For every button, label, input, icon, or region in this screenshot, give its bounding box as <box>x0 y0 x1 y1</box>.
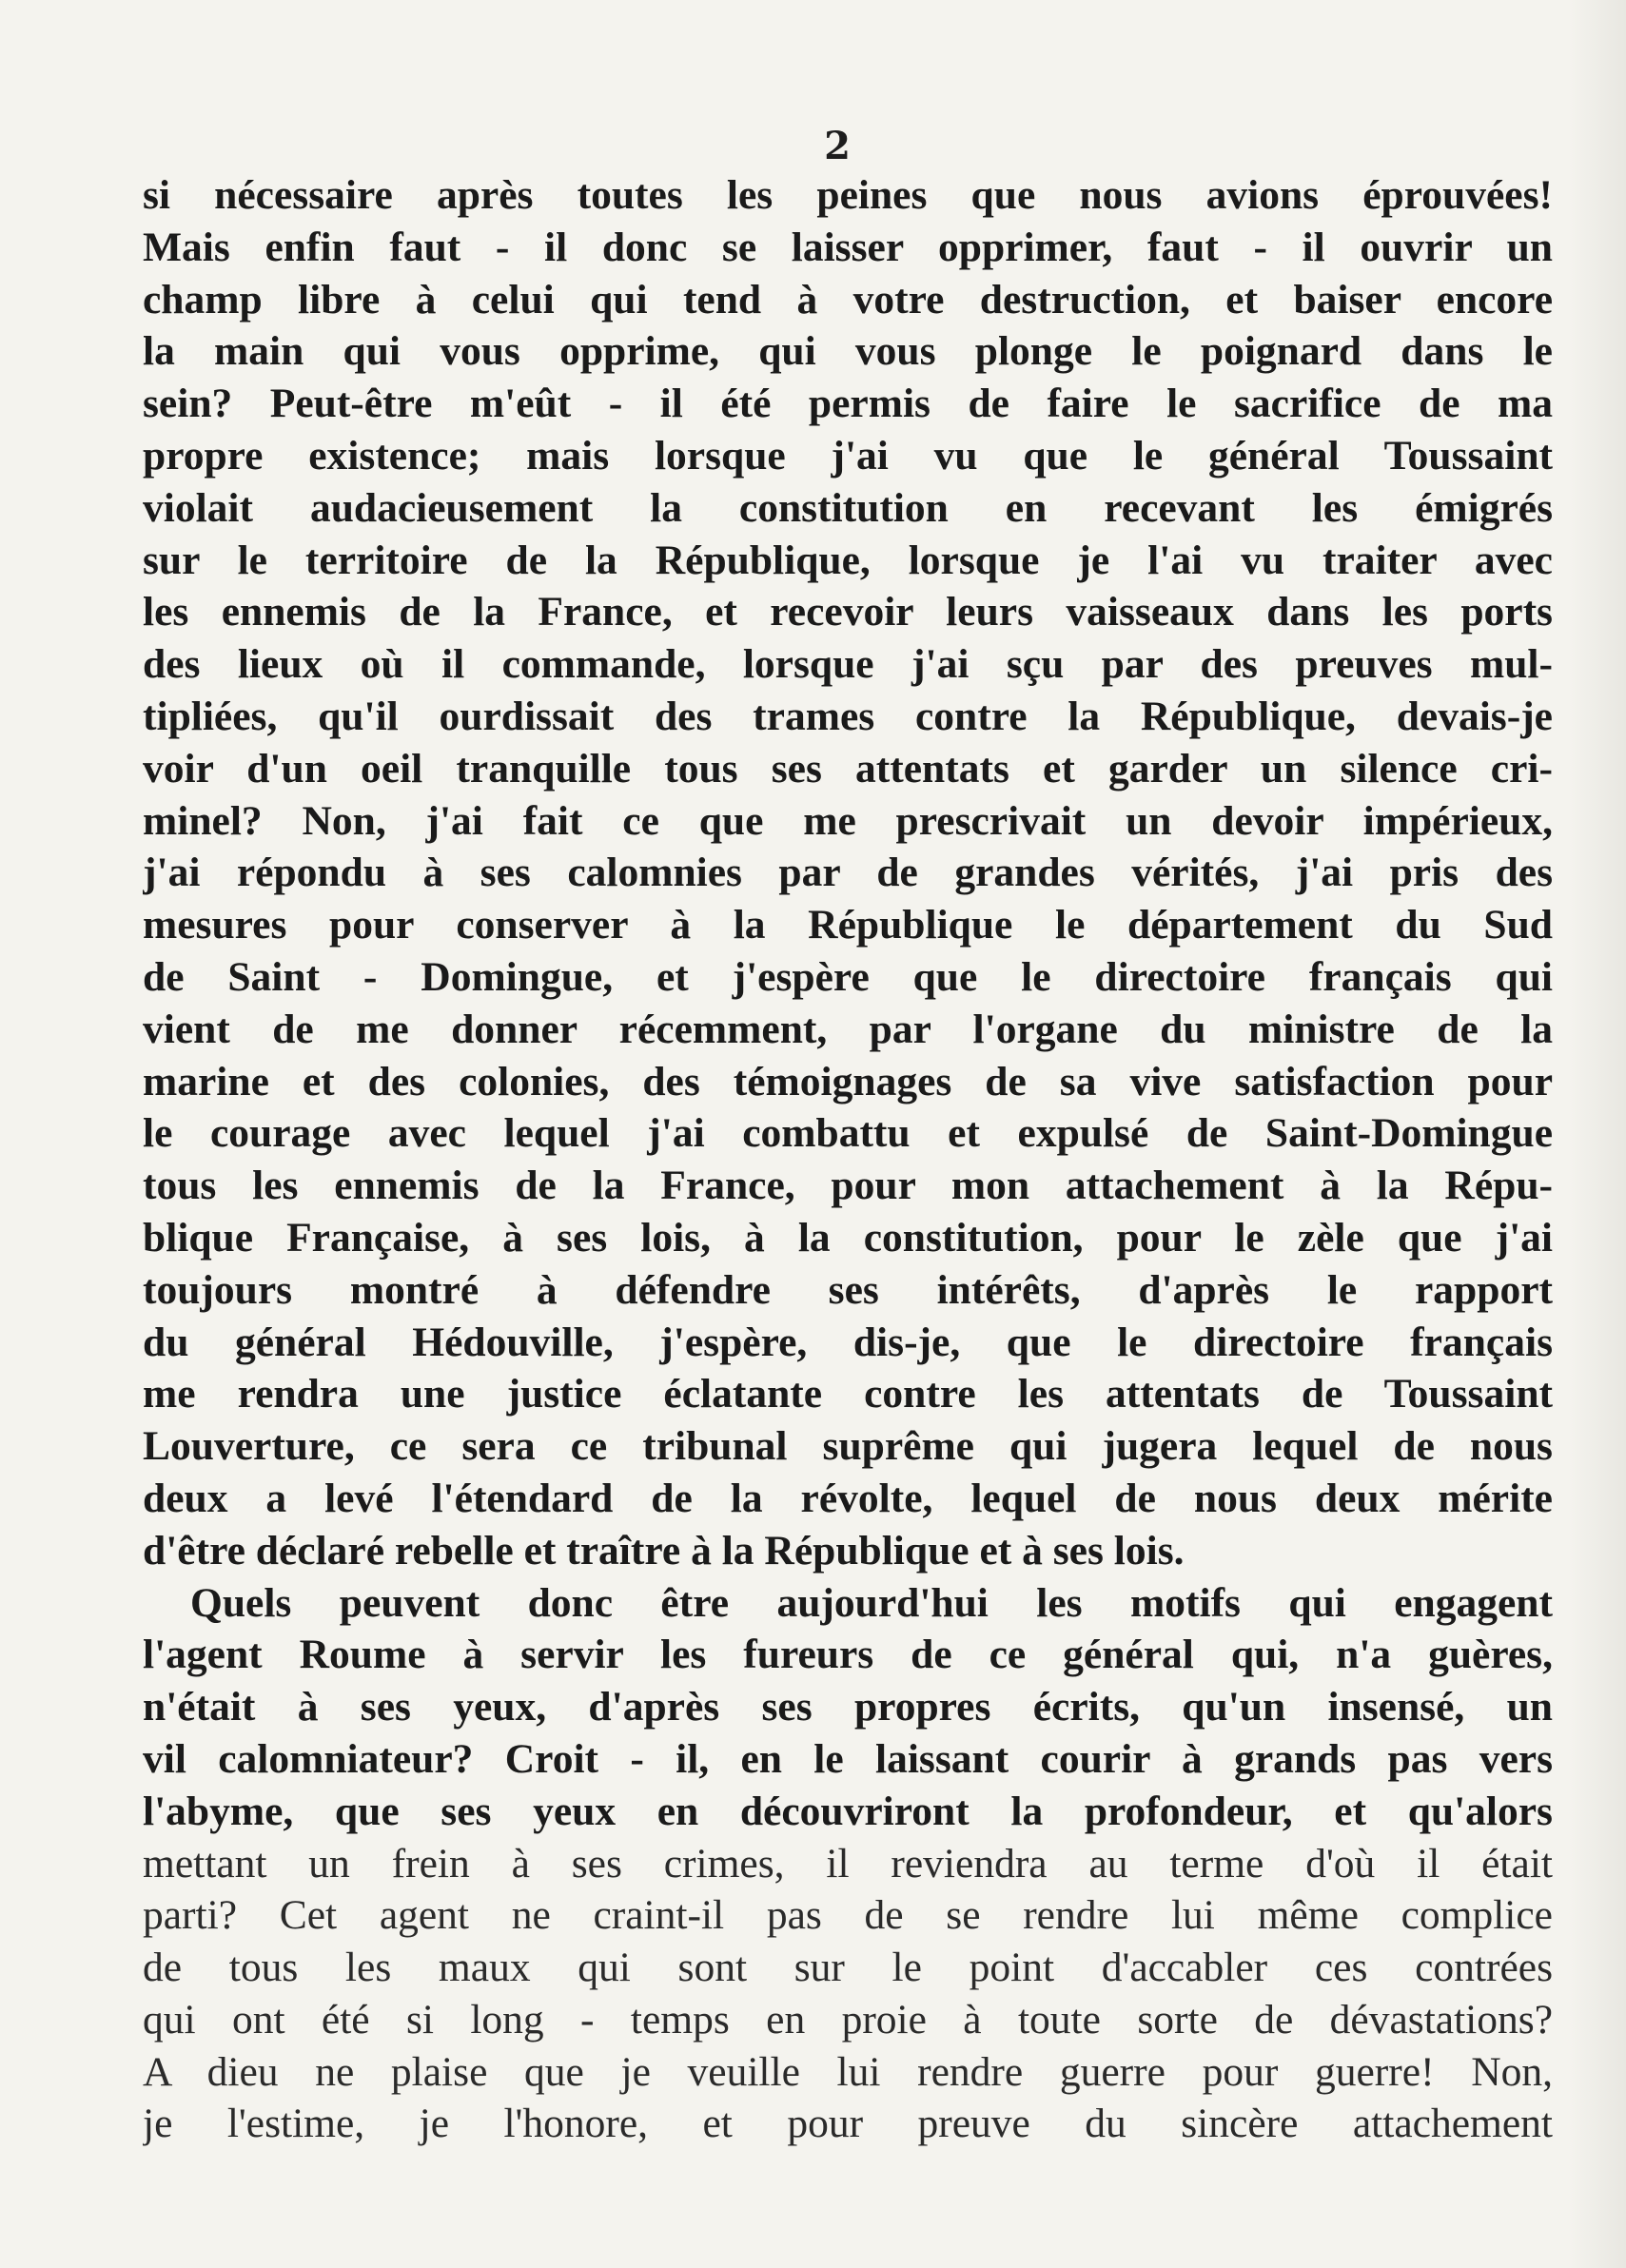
text-line: Louverture, ce sera ce tribunal suprême qui jugera lequel de nous <box>143 1423 1553 1470</box>
text-line: parti? Cet agent ne craint-il pas de se rendre lui même complice <box>143 1892 1553 1939</box>
text-line: marine et des colonies, des témoignages de sa vive satisfaction pour <box>143 1058 1553 1105</box>
text-line: les ennemis de la France, et recevoir leurs vaisseaux dans les ports <box>143 589 1553 635</box>
text-line: tous les ennemis de la France, pour mon attachement à la Répu- <box>143 1163 1553 1209</box>
text-line: la main qui vous opprime, qui vous plonge le poignard dans le <box>143 328 1553 375</box>
text-line: l'abyme, que ses yeux en découvriront la profondeur, et qu'alors <box>143 1788 1553 1834</box>
text-line: A dieu ne plaise que je veuille lui rendre guerre pour guerre! Non, <box>143 2048 1553 2095</box>
text-line: propre existence; mais lorsque j'ai vu que le général Toussaint <box>143 432 1553 479</box>
body-text <box>143 169 1553 2150</box>
text-line: vient de me donner récemment, par l'organe du ministre de la <box>143 1006 1553 1052</box>
text-line: minel? Non, j'ai fait ce que me prescrivait un devoir impérieux, <box>143 797 1553 844</box>
text-line: mettant un frein à ses crimes, il reviendra au terme d'où il était <box>143 1840 1553 1887</box>
page-edge-shadow <box>1569 0 1626 2268</box>
text-line: qui ont été si long - temps en proie à toute sorte de dévastations? <box>143 1996 1553 2043</box>
text-line: d'être déclaré rebelle et traître à la République et à ses lois. <box>143 1527 1185 1574</box>
text-line: Quels peuvent donc être aujourd'hui les motifs qui engagent <box>190 1579 1553 1626</box>
text-line: du général Hédouville, j'espère, dis-je, que le directoire français <box>143 1319 1553 1365</box>
text-line: l'agent Roume à servir les fureurs de ce général qui, n'a guères, <box>143 1632 1553 1678</box>
text-line: Mais enfin faut - il donc se laisser opprimer, faut - il ouvrir un <box>143 224 1553 270</box>
text-line: le courage avec lequel j'ai combattu et expulsé de Saint-Domingue <box>143 1110 1553 1157</box>
text-line: me rendra une justice éclatante contre les attentats de Toussaint <box>143 1371 1553 1418</box>
text-line: deux a levé l'étendard de la révolte, lequel de nous deux mérite <box>143 1475 1553 1521</box>
text-line: des lieux où il commande, lorsque j'ai sçu par des preuves mul- <box>143 641 1553 688</box>
text-line: voir d'un oeil tranquille tous ses attentats et garder un silence cri- <box>143 745 1553 792</box>
text-line: je l'estime, je l'honore, et pour preuve du sincère attachement <box>143 2101 1553 2147</box>
text-line: de tous les maux qui sont sur le point d'accabler ces contrées <box>143 1945 1553 1991</box>
text-line: vil calomniateur? Croit - il, en le laissant courir à grands pas vers <box>143 1735 1553 1782</box>
text-line: de Saint - Domingue, et j'espère que le directoire français qui <box>143 953 1553 1000</box>
text-line: sur le territoire de la République, lorsque je l'ai vu traiter avec <box>143 537 1553 583</box>
text-line: mesures pour conserver à la République le département du Sud <box>143 902 1553 948</box>
text-line: j'ai répondu à ses calomnies par de grandes vérités, j'ai pris des <box>143 850 1553 896</box>
text-line: violait audacieusement la constitution en recevant les émigrés <box>143 484 1553 531</box>
text-line: toujours montré à défendre ses intérêts, d'après le rapport <box>143 1266 1553 1313</box>
text-line: si nécessaire après toutes les peines que nous avions éprouvées! <box>143 172 1553 218</box>
text-line: champ libre à celui qui tend à votre destruction, et baiser encore <box>143 276 1553 323</box>
text-line: tipliées, qu'il ourdissait des trames contre la République, devais-je <box>143 693 1553 739</box>
page-number: 2 <box>824 124 851 168</box>
text-line: n'était à ses yeux, d'après ses propres écrits, qu'un insensé, un <box>143 1684 1553 1730</box>
text-line: blique Française, à ses lois, à la constitution, pour le zèle que j'ai <box>143 1214 1553 1261</box>
text-line: sein? Peut-être m'eût - il été permis de faire le sacrifice de ma <box>143 381 1553 427</box>
